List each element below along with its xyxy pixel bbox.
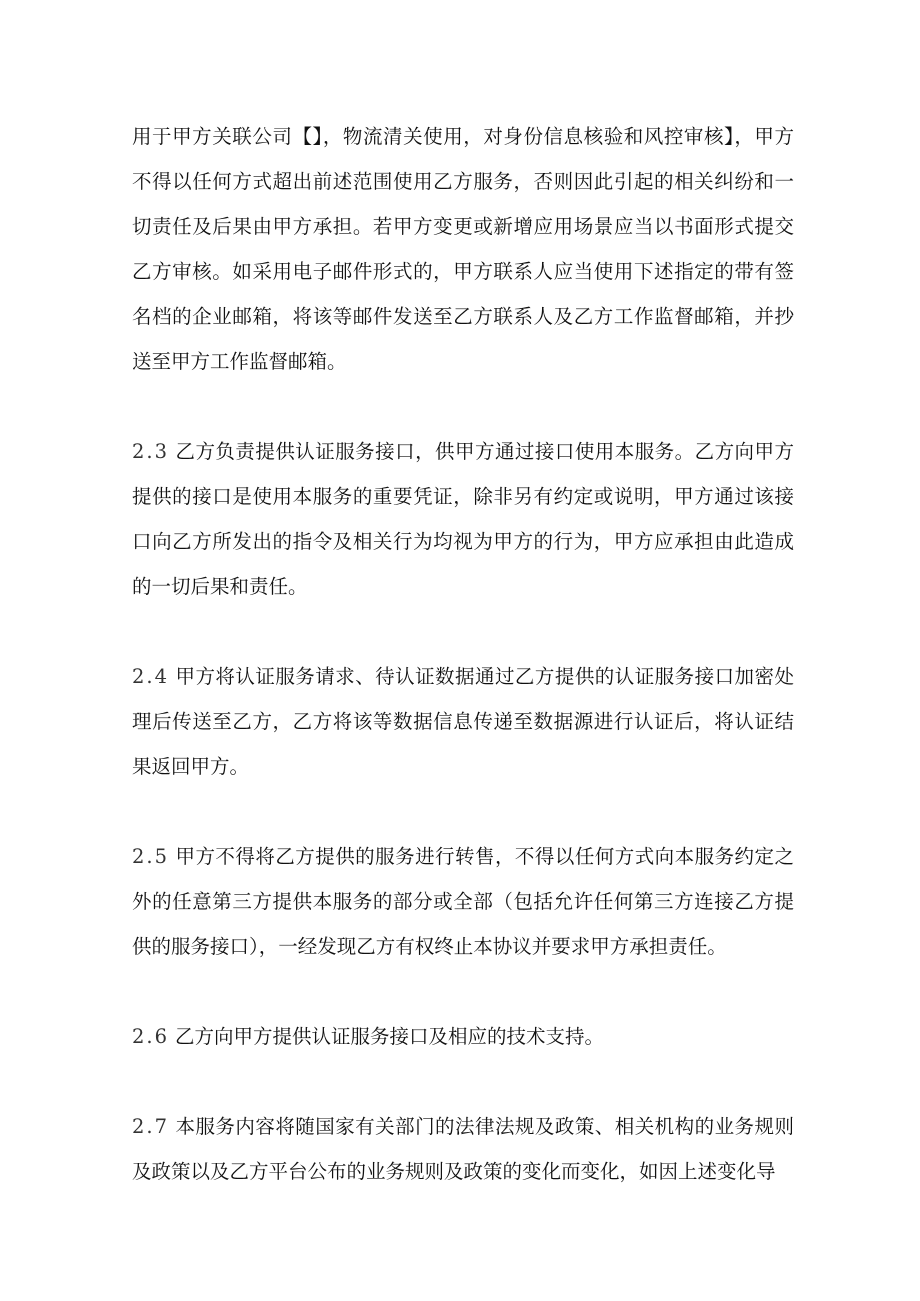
paragraph-2-6 [132, 1014, 794, 1059]
paragraph-2-7 [132, 1104, 794, 1194]
clause-number: 2.7 [132, 1115, 170, 1138]
clause-number: 2.3 [132, 440, 170, 463]
paragraph-text: 本服务内容将随国家有关部门的法律法规及政策、相关机构的业务规则及政策以及乙方平台公布的业务规则及政策的变化而变化，如因上述变化导 [132, 1115, 794, 1183]
paragraph-text: 乙方向甲方提供认证服务接口及相应的技术支持。 [175, 1025, 605, 1048]
paragraph-2-5 [132, 834, 794, 969]
document-body [132, 114, 794, 1239]
paragraph-intro [132, 114, 794, 384]
paragraph-text: 甲方将认证服务请求、待认证数据通过乙方提供的认证服务接口加密处理后传送至乙方，乙方将该等数据信息传递至数据源进行认证后，将认证结果返回甲方。 [132, 665, 794, 778]
clause-number: 2.5 [132, 845, 170, 868]
paragraph-2-4 [132, 654, 794, 789]
paragraph-text: 甲方不得将乙方提供的服务进行转售，不得以任何方式向本服务约定之外的任意第三方提供本服务的部分或全部（包括允许任何第三方连接乙方提供的服务接口），一经发现乙方有权终止本协议并要求甲方承担责任。 [132, 845, 794, 958]
clause-number: 2.6 [132, 1025, 170, 1048]
paragraph-text: 用于甲方关联公司【】，物流清关使用，对身份信息核验和风控审核】，甲方不得以任何方式超出前述范围使用乙方服务，否则因此引起的相关纠纷和一切责任及后果由甲方承担。若甲方变更或新增应用场景应当以书面形式提交乙方审核。如采用电子邮件形式的，甲方联系人应当使用下述指定的带有签名档的企业邮箱，将该等邮件发送至乙方联系人及乙方工作监督邮箱，并抄送至甲方工作监督邮箱。 [132, 125, 794, 373]
paragraph-text: 乙方负责提供认证服务接口，供甲方通过接口使用本服务。乙方向甲方提供的接口是使用本服务的重要凭证，除非另有约定或说明，甲方通过该接口向乙方所发出的指令及相关行为均视为甲方的行为，甲方应承担由此造成的一切后果和责任。 [132, 440, 794, 598]
paragraph-2-3 [132, 429, 794, 609]
clause-number: 2.4 [132, 665, 170, 688]
